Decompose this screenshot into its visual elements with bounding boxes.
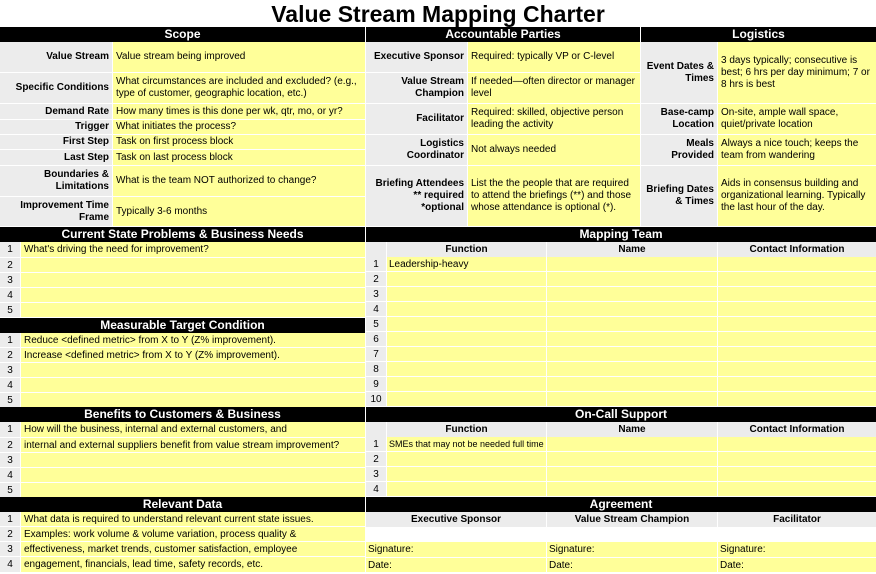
contact-cell[interactable]	[718, 272, 876, 286]
agreement-blank	[718, 527, 876, 541]
row-number: 2	[0, 438, 20, 452]
name-cell[interactable]	[547, 272, 717, 286]
scope-value[interactable]: Task on last process block	[113, 150, 365, 165]
row-number: 7	[366, 347, 386, 361]
row-number: 2	[0, 348, 20, 362]
accountable-label: Executive Sponsor	[366, 42, 467, 72]
contact-cell[interactable]	[718, 317, 876, 331]
list-item[interactable]: Increase <defined metric> from X to Y (Z% improvement).	[21, 348, 365, 362]
agreement-blank	[547, 527, 717, 541]
accountable-value[interactable]: If needed—often director or manager level	[468, 73, 640, 103]
column-header-number	[366, 422, 386, 437]
scope-value[interactable]: Value stream being improved	[113, 42, 365, 72]
contact-cell[interactable]	[718, 347, 876, 361]
date-field[interactable]: Date:	[718, 558, 876, 572]
agreement-blank	[366, 527, 546, 541]
name-cell[interactable]	[547, 362, 717, 376]
contact-cell[interactable]	[718, 482, 876, 496]
function-cell[interactable]	[387, 302, 546, 316]
contact-cell[interactable]	[718, 467, 876, 481]
name-cell[interactable]	[547, 467, 717, 481]
row-number: 6	[366, 332, 386, 346]
row-number: 1	[0, 422, 20, 437]
signature-field[interactable]: Signature:	[718, 542, 876, 557]
name-cell[interactable]	[547, 452, 717, 466]
row-number: 4	[0, 557, 20, 572]
row-number: 5	[0, 393, 20, 407]
row-number: 8	[366, 362, 386, 376]
list-item[interactable]: Reduce <defined metric> from X to Y (Z% improvement).	[21, 333, 365, 347]
current-state-header: Current State Problems & Business Needs	[0, 227, 365, 242]
scope-value[interactable]: What initiates the process?	[113, 120, 365, 134]
function-cell[interactable]	[387, 482, 546, 496]
list-item[interactable]	[21, 363, 365, 377]
accountable-header: Accountable Parties	[366, 27, 640, 42]
row-number: 2	[366, 452, 386, 466]
oncall-support-header: On-Call Support	[366, 407, 876, 422]
name-cell[interactable]	[547, 287, 717, 301]
contact-cell[interactable]	[718, 452, 876, 466]
logistics-value[interactable]: Aids in consensus building and organizational learning. Typically the last hour of the day.	[718, 166, 876, 226]
accountable-value[interactable]: Required: typically VP or C-level	[468, 42, 640, 72]
list-item[interactable]	[21, 303, 365, 317]
row-number: 3	[0, 453, 20, 467]
name-cell[interactable]	[547, 482, 717, 496]
name-cell[interactable]	[547, 437, 717, 451]
signature-field[interactable]: Signature:	[366, 542, 546, 557]
row-number: 4	[0, 378, 20, 392]
row-number: 5	[366, 317, 386, 331]
scope-label: Improvement Time Frame	[0, 197, 112, 226]
relevant-data-header: Relevant Data	[0, 497, 365, 512]
name-cell[interactable]	[547, 377, 717, 391]
contact-cell[interactable]	[718, 437, 876, 451]
list-item[interactable]	[21, 378, 365, 392]
name-cell[interactable]	[547, 317, 717, 331]
list-item[interactable]: What data is required to understand relevant current state issues.	[21, 512, 365, 526]
list-item[interactable]	[21, 288, 365, 302]
row-number: 1	[0, 242, 20, 257]
list-item[interactable]	[21, 453, 365, 467]
date-field[interactable]: Date:	[366, 558, 546, 572]
list-item[interactable]	[21, 393, 365, 407]
row-number: 2	[0, 527, 20, 541]
function-cell[interactable]	[387, 467, 546, 481]
contact-cell[interactable]	[718, 302, 876, 316]
row-number: 10	[366, 392, 386, 406]
accountable-label: Value Stream Champion	[366, 73, 467, 103]
contact-cell[interactable]	[718, 392, 876, 406]
list-item[interactable]	[21, 273, 365, 287]
contact-cell[interactable]	[718, 377, 876, 391]
function-cell[interactable]	[387, 362, 546, 376]
function-cell[interactable]	[387, 377, 546, 391]
logistics-label: Event Dates & Times	[641, 42, 717, 103]
contact-cell[interactable]	[718, 257, 876, 271]
scope-value[interactable]: How many times is this done per wk, qtr, mo, or yr?	[113, 104, 365, 119]
scope-label: Demand Rate	[0, 104, 112, 119]
accountable-value[interactable]: Required: skilled, objective person leading the activity	[468, 104, 640, 134]
function-cell[interactable]	[387, 452, 546, 466]
scope-value[interactable]: What is the team NOT authorized to change?	[113, 166, 365, 196]
column-header-number	[366, 242, 386, 257]
row-number: 4	[366, 302, 386, 316]
row-number: 1	[0, 333, 20, 347]
function-cell[interactable]	[387, 287, 546, 301]
agreement-value-stream-champion: Value Stream Champion	[547, 512, 717, 527]
list-item[interactable]	[21, 483, 365, 497]
logistics-value[interactable]: 3 days typically; consecutive is best; 6 hrs per day minimum; 7 or 8 hrs is best	[718, 42, 876, 103]
agreement-executive-sponsor: Executive Sponsor	[366, 512, 546, 527]
list-item[interactable]: How will the business, internal and external customers, and	[21, 422, 365, 437]
row-number: 1	[0, 512, 20, 526]
list-item[interactable]: Examples: work volume & volume variation, process quality &	[21, 527, 365, 541]
agreement-header: Agreement	[366, 497, 876, 512]
page-title: Value Stream Mapping Charter	[271, 1, 605, 27]
signature-field[interactable]: Signature:	[547, 542, 717, 557]
column-header-name: Name	[547, 422, 717, 437]
scope-header: Scope	[0, 27, 365, 42]
target-condition-header: Measurable Target Condition	[0, 318, 365, 333]
scope-label: Last Step	[0, 150, 112, 165]
list-item[interactable]	[21, 468, 365, 482]
row-number: 5	[0, 303, 20, 317]
name-cell[interactable]	[547, 302, 717, 316]
row-number: 2	[366, 272, 386, 286]
row-number: 1	[366, 257, 386, 271]
logistics-value[interactable]: On-site, ample wall space, quiet/private location	[718, 104, 876, 134]
function-cell[interactable]	[387, 347, 546, 361]
name-cell[interactable]	[547, 347, 717, 361]
function-cell[interactable]	[387, 392, 546, 406]
list-item[interactable]	[21, 258, 365, 272]
function-cell[interactable]	[387, 317, 546, 331]
row-number: 4	[366, 482, 386, 496]
row-number: 5	[0, 483, 20, 497]
scope-label: Boundaries & Limitations	[0, 166, 112, 196]
function-cell[interactable]: SMEs that may not be needed full time	[387, 437, 546, 451]
scope-value[interactable]: Typically 3-6 months	[113, 197, 365, 226]
scope-label: Trigger	[0, 120, 112, 134]
mapping-team-header: Mapping Team	[366, 227, 876, 242]
name-cell[interactable]	[547, 392, 717, 406]
row-number: 1	[366, 437, 386, 451]
agreement-facilitator: Facilitator	[718, 512, 876, 527]
list-item[interactable]: What's driving the need for improvement?	[21, 242, 365, 257]
row-number: 4	[0, 468, 20, 482]
benefits-header: Benefits to Customers & Business	[0, 407, 365, 422]
row-number: 4	[0, 288, 20, 302]
row-number: 3	[366, 287, 386, 301]
contact-cell[interactable]	[718, 287, 876, 301]
row-number: 3	[0, 363, 20, 377]
accountable-value[interactable]: List the the people that are required to attend the briefings (**) and those whose attendance is optional (*).	[468, 166, 640, 226]
list-item[interactable]: effectiveness, market trends, customer satisfaction, employee	[21, 542, 365, 556]
column-header-contact: Contact Information	[718, 242, 876, 257]
logistics-label: Meals Provided	[641, 135, 717, 165]
row-number: 2	[0, 258, 20, 272]
contact-cell[interactable]	[718, 332, 876, 346]
scope-label: First Step	[0, 135, 112, 149]
list-item[interactable]: internal and external suppliers benefit from value stream improvement?	[21, 438, 365, 452]
function-cell[interactable]	[387, 332, 546, 346]
accountable-value[interactable]: Not always needed	[468, 135, 640, 165]
column-header-contact: Contact Information	[718, 422, 876, 437]
column-header-function: Function	[387, 242, 546, 257]
row-number: 9	[366, 377, 386, 391]
row-number: 3	[366, 467, 386, 481]
logistics-label: Briefing Dates & Times	[641, 166, 717, 226]
accountable-label: Facilitator	[366, 104, 467, 134]
scope-label: Specific Conditions	[0, 73, 112, 103]
accountable-label: Logistics Coordinator	[366, 135, 467, 165]
row-number: 3	[0, 273, 20, 287]
name-cell[interactable]	[547, 257, 717, 271]
row-number: 3	[0, 542, 20, 556]
column-header-name: Name	[547, 242, 717, 257]
scope-value[interactable]: What circumstances are included and excluded? (e.g., type of customer, geographic location, etc.)	[113, 73, 365, 103]
contact-cell[interactable]	[718, 362, 876, 376]
logistics-label: Base-camp Location	[641, 104, 717, 134]
date-field[interactable]: Date:	[547, 558, 717, 572]
list-item[interactable]: engagement, financials, lead time, safety records, etc.	[21, 557, 365, 572]
scope-label: Value Stream	[0, 42, 112, 72]
scope-value[interactable]: Task on first process block	[113, 135, 365, 149]
accountable-label: Briefing Attendees ** required *optional	[366, 166, 467, 226]
name-cell[interactable]	[547, 332, 717, 346]
column-header-function: Function	[387, 422, 546, 437]
function-cell[interactable]: Leadership-heavy	[387, 257, 546, 271]
logistics-header: Logistics	[641, 27, 876, 42]
logistics-value[interactable]: Always a nice touch; keeps the team from wandering	[718, 135, 876, 165]
function-cell[interactable]	[387, 272, 546, 286]
